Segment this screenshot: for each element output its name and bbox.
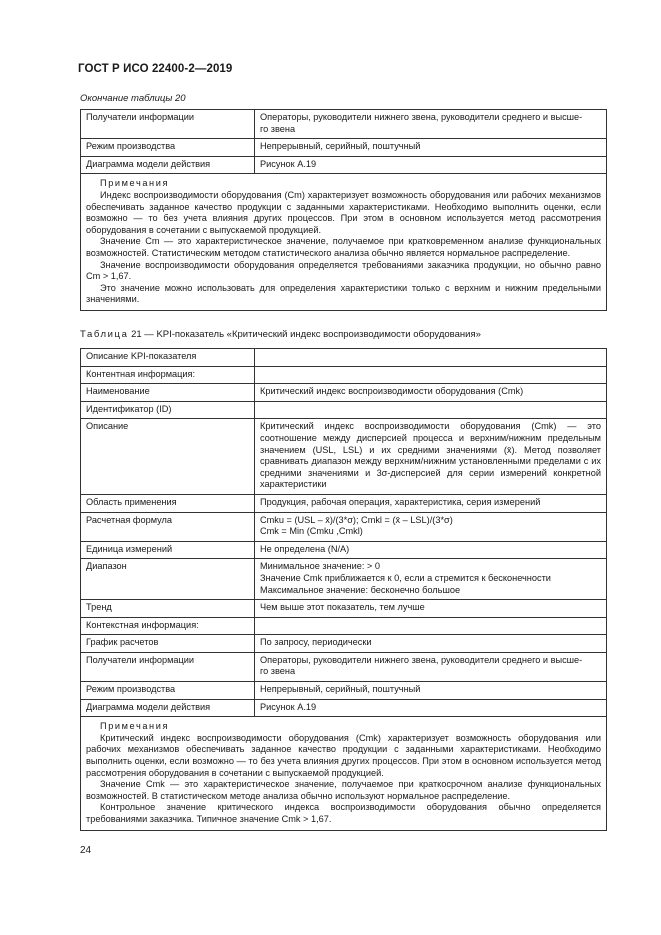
table-row <box>81 617 607 635</box>
table-row <box>81 384 607 402</box>
row-value: Непрерывный, серийный, поштучный <box>255 139 607 157</box>
row-label: Получатели информации <box>81 652 255 681</box>
row-value: Критический индекс воспроизводимости оборудования (Cmk) <box>255 384 607 402</box>
note-paragraph: Значение Cm — это характеристическое значение, получаемое при кратковременном анализе функциональных возможностей. Статистическим методом статистического анализа обычно является нормальное распределение. <box>86 236 601 258</box>
note-paragraph: Это значение можно использовать для определения характеристики только с верхним и нижним предельными значениями. <box>86 282 601 305</box>
row-value: Рисунок А.19 <box>255 156 607 174</box>
table-row <box>81 559 607 600</box>
row-value: Не определена (N/A) <box>255 541 607 559</box>
row-label: Диаграмма модели действия <box>81 156 255 174</box>
table-row <box>81 401 607 419</box>
row-value: По запросу, периодически <box>255 635 607 653</box>
row-value: Продукция, рабочая операция, характеристика, серия измерений <box>255 494 607 512</box>
note-paragraph: Критический индекс воспроизводимости оборудования (Cmk) характеризует возможность оборудования или рабочих механизмов обеспечивать заданное качество продукции с заданными характеристиками. Необходимо выполнить оценки, если возможно — то без учета влияния других процессов. При этом в основном используется метод рассмотрения оборудования в сочетании с выпускаемой продукцией. <box>86 732 601 778</box>
row-label: Режим производства <box>81 682 255 700</box>
table-row <box>81 652 607 681</box>
row-label: Наименование <box>81 384 255 402</box>
row-value <box>255 366 607 384</box>
row-label: Расчетная формула <box>81 512 255 541</box>
row-value <box>255 617 607 635</box>
row-value: Операторы, руководители нижнего звена, руководители среднего и высше- го звена <box>255 652 607 681</box>
note-paragraph: Значение Cmk — это характеристическое значение, получаемое при краткосрочном анализе функциональных возможностей. В статистическом методе анализа обычно используют нормальное распределение. <box>86 779 601 801</box>
table-row <box>81 156 607 174</box>
row-value: Чем выше этот показатель, тем лучше <box>255 600 607 618</box>
row-value: Непрерывный, серийный, поштучный <box>255 682 607 700</box>
row-value: Критический индекс воспроизводимости оборудования (Cmk) — это соотношение между дисперсией процесса и верхним/нижним предельным значением (USL, LSL) и их средними значениями (x̄). Метод позволяет сравнивать диапазон между верхним/нижним установленными пределами с их средними значениями и 3σ-дисперсией для серии измерений конкретной характеристики <box>255 419 607 495</box>
table-21-title: 21 — KPI-показатель «Критический индекс воспроизводимости оборудования» <box>128 329 481 340</box>
notes-heading: Примечания <box>100 721 170 732</box>
notes-row <box>81 717 607 830</box>
notes-cell <box>81 717 607 830</box>
row-label: Контентная информация: <box>81 366 255 384</box>
row-label: Единица измерений <box>81 541 255 559</box>
row-label: Диапазон <box>81 559 255 600</box>
row-label: График расчетов <box>81 635 255 653</box>
table-row <box>81 366 607 384</box>
table-row <box>81 635 607 653</box>
table-row <box>81 419 607 495</box>
table-21 <box>80 348 607 831</box>
row-label: Описание <box>81 419 255 495</box>
table-21-caption <box>80 329 481 340</box>
row-label: Режим производства <box>81 139 255 157</box>
standard-header: ГОСТ Р ИСО 22400-2—2019 <box>78 63 233 75</box>
table-row <box>81 139 607 157</box>
row-value <box>255 349 607 367</box>
row-label: Описание KPI-показателя <box>81 349 255 367</box>
table-row <box>81 682 607 700</box>
notes-row <box>81 174 607 311</box>
row-value <box>255 401 607 419</box>
notes-heading: Примечания <box>100 178 170 189</box>
table-continuation-label: Окончание таблицы 20 <box>80 93 186 104</box>
page-number: 24 <box>80 845 92 856</box>
table-word: Таблица <box>80 329 129 340</box>
notes-cell <box>81 174 607 311</box>
table-20-end <box>80 109 607 311</box>
table-row <box>81 699 607 717</box>
row-label: Область применения <box>81 494 255 512</box>
row-label: Тренд <box>81 600 255 618</box>
note-paragraph: Значение воспроизводимости оборудования определяется требованиями заказчика продукции, но обычно равно Cm > 1,67. <box>86 259 601 282</box>
table-row <box>81 541 607 559</box>
row-value: Операторы, руководители нижнего звена, руководители среднего и высше- го звена <box>255 110 607 139</box>
table-row <box>81 494 607 512</box>
note-paragraph: Контрольное значение критического индекса воспроизводимости оборудования обычно определяется требованиями заказчика. Типичное значение Cmk > 1,67. <box>86 802 601 824</box>
note-paragraph: Индекс воспроизводимости оборудования (Cm) характеризует возможность оборудования или рабочих механизмов обеспечивать заданное качество продукции с заданными характеристиками. Необходимо выполнить оценки, если возможно — то без учета влияния других процессов. При этом в основном используется метод рассмотрения оборудования в сочетании с выпускаемой продукцией. <box>86 189 601 235</box>
table-row <box>81 349 607 367</box>
row-value: Минимальное значение: > 0 Значение Cmk приближается к 0, если а стремится к бесконечности Максимальное значение: бесконечно большое <box>255 559 607 600</box>
row-label: Получатели информации <box>81 110 255 139</box>
row-value: Cmku = (USL – x̄)/(3*σ); Cmkl = (x̄ – LSL)/(3*σ) Cmk = Min (Cmku ,Cmkl) <box>255 512 607 541</box>
row-label: Диаграмма модели действия <box>81 699 255 717</box>
table-row <box>81 600 607 618</box>
table-row <box>81 110 607 139</box>
row-label: Идентификатор (ID) <box>81 401 255 419</box>
row-value: Рисунок А.19 <box>255 699 607 717</box>
table-row <box>81 512 607 541</box>
row-label: Контекстная информация: <box>81 617 255 635</box>
